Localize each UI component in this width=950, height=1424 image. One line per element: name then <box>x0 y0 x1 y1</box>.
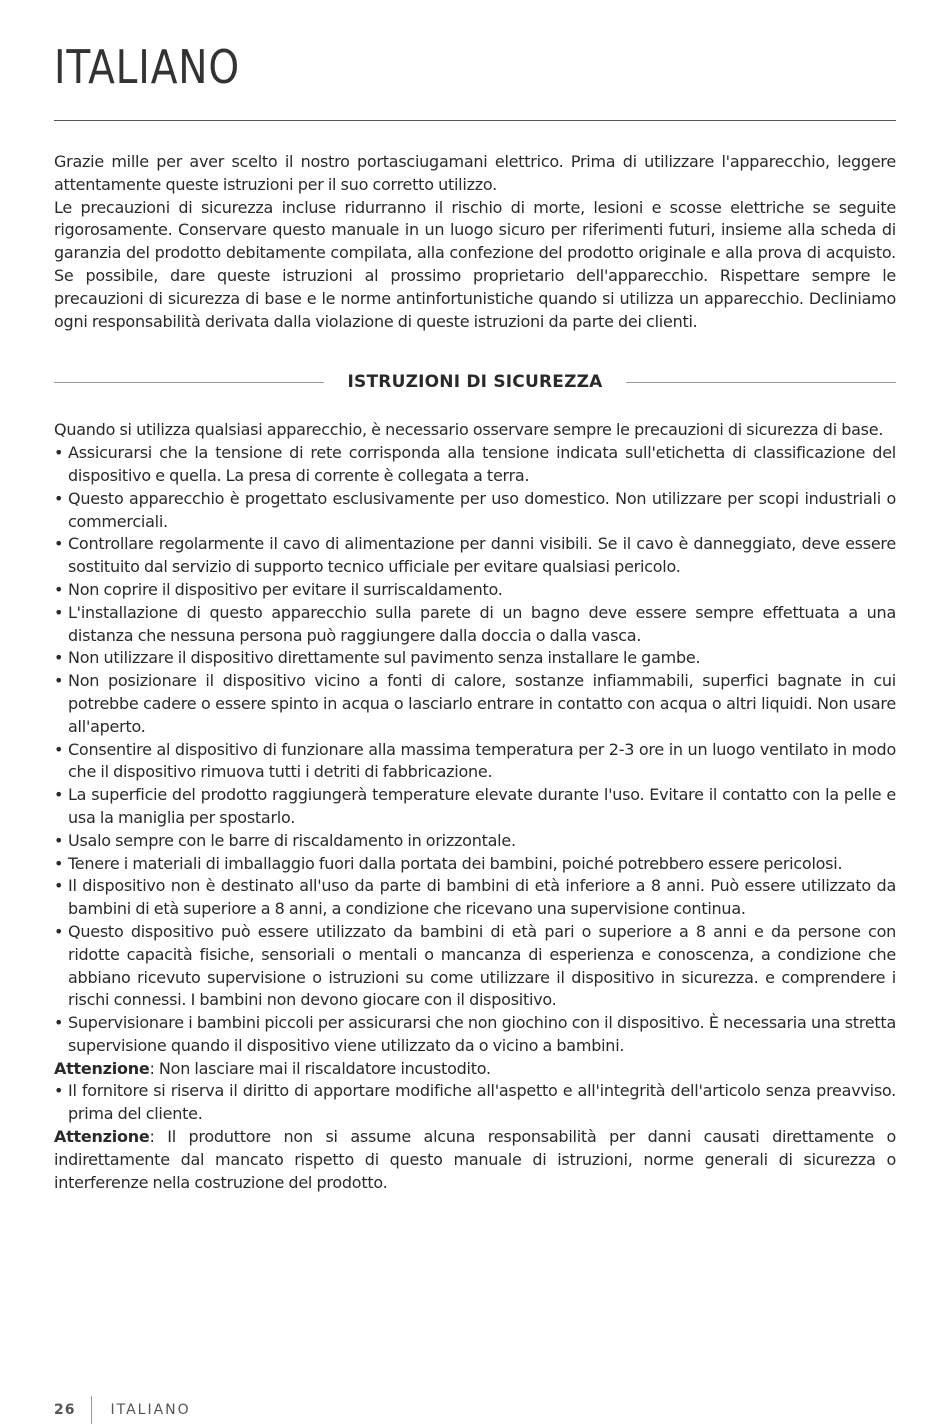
warning-text: : Il produttore non si assume alcuna responsabilità per danni causati direttamente o indirettamente dal mancato rispetto di questo manuale di istruzioni, norme generali di sicurezza o interferenze nella costruzione del prodotto. <box>54 1127 896 1192</box>
bullet-icon: • <box>54 785 64 805</box>
list-item <box>54 830 896 853</box>
list-item <box>54 488 896 534</box>
list-item <box>54 442 896 488</box>
warning-label: Attenzione <box>54 1127 150 1147</box>
list-item-text: Il dispositivo non è destinato all'uso da parte di bambini di età inferiore a 8 anni. Può essere utilizzato da bambini di età superiore a 8 anni, a condizione che ricevano una supervisione continua. <box>68 876 896 919</box>
page-number: 26 <box>54 1402 76 1418</box>
footer-label: ITALIANO <box>110 1402 191 1418</box>
list-item <box>54 579 896 602</box>
warning-note-2 <box>54 1126 896 1194</box>
safety-list-2 <box>54 1080 896 1126</box>
section-heading <box>54 369 896 395</box>
list-item <box>54 647 896 670</box>
list-item <box>54 533 896 579</box>
list-item <box>54 1080 896 1126</box>
list-item-text: Assicurarsi che la tensione di rete corrisponda alla tensione indicata sull'etichetta di classificazione del dispositivo e quella. La presa di corrente è collegata a terra. <box>68 443 896 485</box>
page-footer <box>54 1396 191 1424</box>
bullet-icon: • <box>54 1013 64 1033</box>
list-item-text: Supervisionare i bambini piccoli per assicurarsi che non giochino con il dispositivo. È necessaria una stretta supervisione quando il dispositivo viene utilizzato da o vicino a bambini. <box>68 1013 896 1055</box>
list-item <box>54 784 896 830</box>
heading-rule-left <box>54 382 324 383</box>
bullet-icon: • <box>54 830 64 850</box>
warning-note-1 <box>54 1058 896 1081</box>
list-item <box>54 1012 896 1058</box>
page-title: ITALIANO <box>54 40 241 94</box>
list-item-text: Consentire al dispositivo di funzionare alla massima temperatura per 2-3 ore in un luogo ventilato in modo che il dispositivo rimuova tutti i detriti di fabbricazione. <box>68 739 896 782</box>
heading-rule-right <box>626 382 896 383</box>
list-item-text: Non utilizzare il dispositivo direttamente sul pavimento senza installare le gambe. <box>68 648 701 668</box>
footer-divider <box>91 1396 92 1424</box>
bullet-icon: • <box>54 648 64 668</box>
bullet-icon: • <box>54 853 64 873</box>
list-item-text: Questo dispositivo può essere utilizzato da bambini di età pari o superiore a 8 anni e da persone con ridotte capacità fisiche, sensoriali o mentali o mancanza di esperienza e conoscenza, a condizione che abbiano ricevuto supervisione o istruzioni su come utilizzare il dispositivo in sicurezza. e comprendere i rischi connessi. I bambini non devono giocare con il dispositivo. <box>68 921 896 1010</box>
bullet-icon: • <box>54 921 64 941</box>
bullet-icon: • <box>54 534 64 554</box>
title-divider <box>54 120 896 121</box>
list-item-text: Il fornitore si riserva il diritto di apportare modifiche all'aspetto e all'integrità dell'articolo senza preavviso. prima del cliente. <box>68 1081 896 1124</box>
bullet-icon: • <box>54 443 64 463</box>
bullet-icon: • <box>54 488 64 508</box>
list-item <box>54 602 896 648</box>
content <box>54 151 896 1194</box>
list-item-text: Non coprire il dispositivo per evitare il surriscaldamento. <box>68 579 503 599</box>
list-item-text: Usalo sempre con le barre di riscaldamento in orizzontale. <box>68 830 516 850</box>
bullet-icon: • <box>54 1081 64 1101</box>
bullet-icon: • <box>54 876 64 896</box>
section-title: ISTRUZIONI DI SICUREZZA <box>347 372 603 393</box>
list-item-text: Controllare regolarmente il cavo di alimentazione per danni visibili. Se il cavo è danneggiato, deve essere sostituito dal servizio di supporto tecnico ufficiale per evitare qualsiasi pericolo. <box>68 534 896 577</box>
bullet-icon: • <box>54 671 64 691</box>
list-item-text: Tenere i materiali di imballaggio fuori dalla portata dei bambini, poiché potrebbero essere pericolosi. <box>68 853 843 873</box>
list-item-text: La superficie del prodotto raggiungerà temperature elevate durante l'uso. Evitare il contatto con la pelle e usa la maniglia per spostarlo. <box>68 785 896 827</box>
list-item <box>54 739 896 785</box>
list-item-text: Non posizionare il dispositivo vicino a fonti di calore, sostanze infiammabili, superfici bagnate in cui potrebbe cadere o essere spinto in acqua o lasciarlo entrare in contatto con acqua o altri liquidi. Non usare all'aperto. <box>68 671 896 736</box>
list-item <box>54 853 896 876</box>
list-item-text: L'installazione di questo apparecchio sulla parete di un bagno deve essere sempre effettuata a una distanza che nessuna persona può raggiungere dalla doccia o dalla vasca. <box>68 602 896 645</box>
intro-paragraph-2: Le precauzioni di sicurezza incluse ridurranno il rischio di morte, lesioni e scosse elettriche se seguite rigorosamente. Conservare questo manuale in un luogo sicuro per riferimenti futuri, insieme alla scheda di garanzia del prodotto debitamente compilata, alla confezione del prodotto originale e alla prova di acquisto. Se possibile, dare queste istruzioni al prossimo proprietario dell'apparecchio. Rispettare sempre le precauzioni di sicurezza di base e le norme antinfortunistiche quando si utilizza un apparecchio. Decliniamo ogni responsabilità derivata dalla violazione di queste istruzioni da parte dei clienti. <box>54 197 896 331</box>
warning-text: : Non lasciare mai il riscaldatore incustodito. <box>149 1058 491 1078</box>
bullet-icon: • <box>54 739 64 759</box>
bullet-icon: • <box>54 602 64 622</box>
safety-list <box>54 442 896 1058</box>
bullet-icon: • <box>54 579 64 599</box>
list-item <box>54 921 896 1012</box>
section-lead: Quando si utilizza qualsiasi apparecchio, è necessario osservare sempre le precauzioni di sicurezza di base. <box>54 420 884 440</box>
list-item <box>54 875 896 921</box>
intro-paragraph-1: Grazie mille per aver scelto il nostro portasciugamani elettrico. Prima di utilizzare l'apparecchio, leggere attentamente queste istruzioni per il suo corretto utilizzo. <box>54 152 896 194</box>
list-item <box>54 670 896 738</box>
list-item-text: Questo apparecchio è progettato esclusivamente per uso domestico. Non utilizzare per scopi industriali o commerciali. <box>68 488 896 531</box>
warning-label: Attenzione <box>54 1058 150 1078</box>
